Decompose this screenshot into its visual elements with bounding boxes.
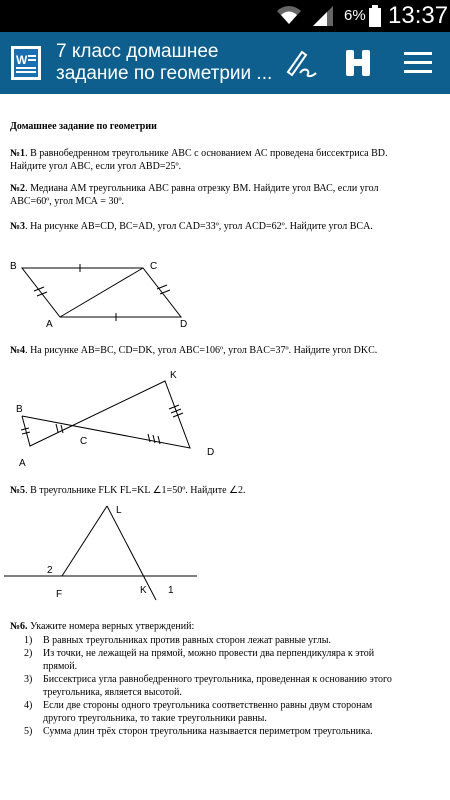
clock: 13:37 — [388, 2, 449, 29]
figure-5-triangle — [0, 500, 450, 606]
figure-4-label-b: B — [16, 404, 23, 415]
list-item-number: 5) — [24, 726, 33, 737]
figure-3-label-c: C — [150, 261, 158, 272]
figure-3-label-a: A — [46, 319, 53, 330]
figure-4-label-a: A — [19, 458, 26, 469]
document-page — [0, 94, 450, 800]
figure-3-label-d: D — [180, 319, 188, 330]
figure-4-label-k: K — [170, 370, 177, 381]
list-item: Если две стороны одного треугольника соответственно равны двум сторонам — [43, 700, 373, 711]
app-bar — [0, 32, 450, 94]
menu-icon[interactable] — [404, 50, 432, 76]
document-title: 7 класс домашнее задание по геометрии ... — [56, 41, 273, 84]
list-item: В равных треугольниках против равных сторон лежат равные углы. — [43, 635, 331, 646]
problem-6: №6. Укажите номера верных утверждений: — [10, 621, 195, 632]
list-item-number: 2) — [24, 648, 33, 659]
list-item-cont: другого треугольника, то такие треугольники равны. — [43, 713, 267, 724]
doc-heading: Домашнее задание по геометрии — [10, 121, 157, 132]
wifi-icon — [276, 4, 302, 26]
list-item-number: 4) — [24, 700, 33, 711]
figure-5-label-2: 2 — [47, 565, 53, 576]
problem-3: №3. На рисунке AB=CD, BC=AD, угол CAD=33º, угол ACD=62º. Найдите угол BCA. — [10, 221, 373, 232]
problem-4: №4. На рисунке AB=BC, CD=DK, угол ABC=106º, угол BAC=37º. Найдите угол DKC. — [10, 345, 378, 356]
problem-5: №5. В треугольнике FLK FL=KL ∠1=50º. Найдите ∠2. — [10, 485, 246, 496]
svg-text:W: W — [16, 53, 28, 67]
status-bar — [0, 0, 450, 32]
figure-5-label-1: 1 — [168, 585, 174, 596]
pen-icon[interactable] — [284, 48, 318, 78]
signal-icon — [313, 6, 335, 26]
problem-1-line2: Найдите угол АВС, если угол ABD=25º. — [10, 161, 182, 172]
problem-1: №1. В равнобедренном треугольнике АВС с основанием АС проведена биссектриса BD. — [10, 148, 388, 159]
problem-2: №2. Медиана АМ треугольника АВС равна отрезку ВМ. Найдите угол ВАС, если угол — [10, 183, 379, 194]
list-item: Из точки, не лежащей на прямой, можно провести два перпендикуляра к этой — [43, 648, 375, 659]
list-item-cont: прямой. — [43, 661, 78, 672]
figure-4-label-c: C — [80, 436, 88, 447]
figure-4-triangles — [0, 366, 450, 476]
list-item: Биссектриса угла равнобедренного треугольника, проведенная к основанию этого — [43, 674, 392, 685]
figure-3-parallelogram — [0, 244, 450, 334]
word-doc-icon[interactable] — [11, 46, 41, 80]
list-item-number: 3) — [24, 674, 33, 685]
battery-percent: 6% — [344, 7, 366, 24]
figure-3-label-b: B — [10, 261, 17, 272]
figure-5-label-k: K — [140, 585, 147, 596]
battery-icon — [368, 5, 382, 27]
binoculars-icon[interactable] — [344, 48, 372, 78]
list-item: Сумма длин трёх сторон треугольника называется периметром треугольника. — [43, 726, 373, 737]
figure-4-label-d: D — [207, 447, 215, 458]
problem-2-line2: АВС=60º, угол МСА = 30º. — [10, 196, 125, 207]
figure-5-label-f: F — [56, 589, 63, 600]
figure-5-label-l: L — [116, 505, 122, 516]
list-item-number: 1) — [24, 635, 33, 646]
list-item-cont: треугольника, является высотой. — [43, 687, 182, 698]
